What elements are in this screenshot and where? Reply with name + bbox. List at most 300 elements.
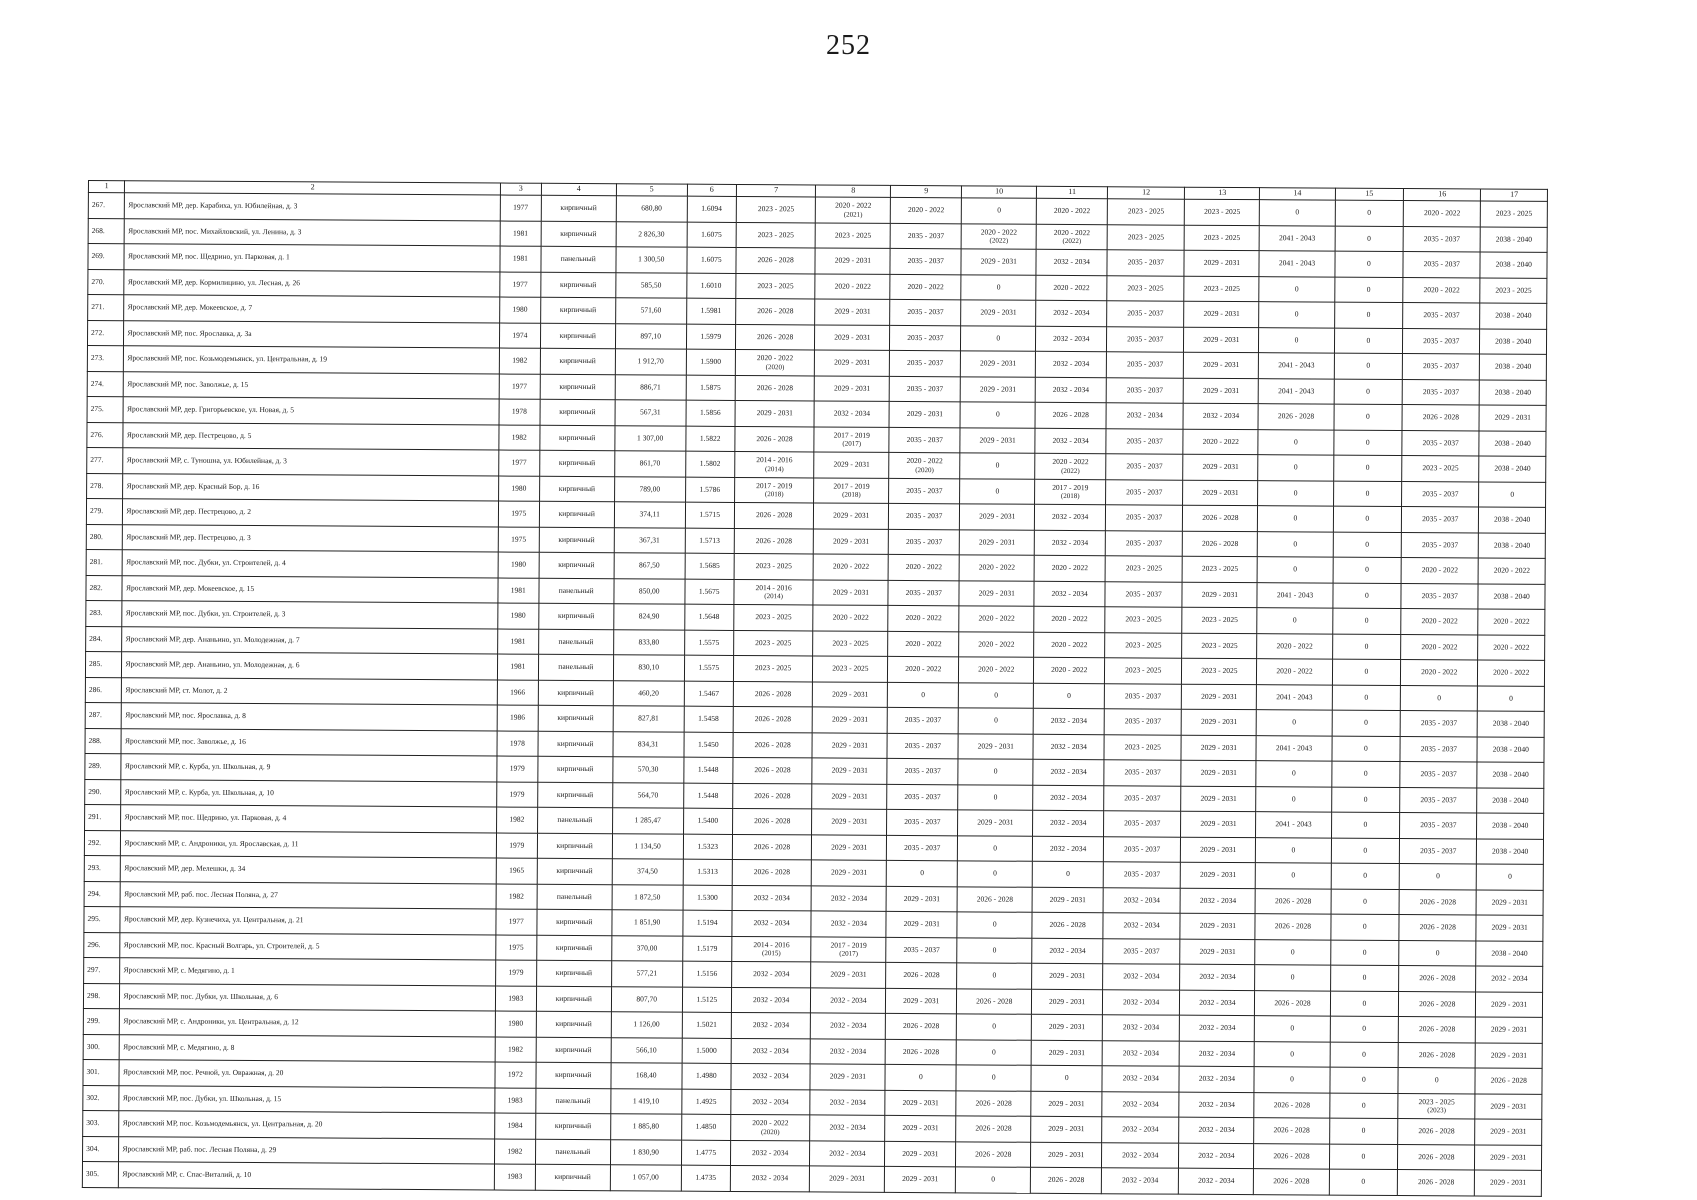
table-cell: 2035 - 2037 xyxy=(888,707,959,733)
table-cell: 1979 xyxy=(497,782,538,808)
table-cell: 2026 - 2028 xyxy=(1032,912,1103,938)
table-cell: 2023 - 2025 xyxy=(733,655,813,681)
table-cell: 0 xyxy=(1332,634,1401,660)
address-cell: Ярославский МР, дер. Ананьино, ул. Молодежная, д. 6 xyxy=(122,652,498,680)
table-cell: 1.5575 xyxy=(684,630,733,656)
address-cell: Ярославский МР, с. Андроники, ул. Ярославская, д. 11 xyxy=(121,830,497,858)
table-cell: 2035 - 2037 xyxy=(1400,838,1477,864)
table-cell: 2035 - 2037 xyxy=(1103,862,1180,888)
table-cell: 2029 - 2031 xyxy=(885,1166,956,1192)
table-cell: 2029 - 2031 xyxy=(812,758,887,784)
table-cell: кирпичный xyxy=(535,1164,610,1190)
table-cell: 2014 - 2016 (2015) xyxy=(732,936,812,962)
table-cell: 0 xyxy=(1259,327,1334,353)
table-cell: 2032 - 2034 xyxy=(1179,1092,1254,1118)
table-cell: 0 xyxy=(1257,557,1332,583)
table-cell: 2032 - 2034 xyxy=(1102,1015,1179,1041)
address-cell: Ярославский МР, с. Туношна, ул. Юбилейная, д. 3 xyxy=(123,448,499,476)
table-cell: 370,00 xyxy=(612,935,683,961)
table-cell: 2032 - 2034 xyxy=(1033,734,1104,760)
table-cell: 1 885,80 xyxy=(610,1114,681,1140)
table-cell: панельный xyxy=(537,884,612,910)
table-cell: 2026 - 2028 xyxy=(1183,531,1258,557)
table-cell: 2029 - 2031 xyxy=(813,579,888,605)
table-cell: 2032 - 2034 xyxy=(810,1115,885,1141)
table-cell: 2035 - 2037 xyxy=(1103,836,1180,862)
row-number-cell: 288. xyxy=(85,728,122,754)
table-cell: 2020 - 2022 xyxy=(1257,659,1332,685)
table-cell: 2026 - 2028 xyxy=(1254,1118,1329,1144)
table-cell: 2026 - 2028 xyxy=(733,757,813,783)
table-cell: 2035 - 2037 xyxy=(1403,226,1480,252)
table-cell: 1966 xyxy=(497,680,538,706)
table-cell: 2020 - 2022 xyxy=(1401,609,1478,635)
table-cell: 1 134,50 xyxy=(612,833,683,859)
table-cell: 1.5713 xyxy=(685,528,734,554)
row-number-cell: 302. xyxy=(83,1085,120,1111)
table-cell: 0 xyxy=(1334,328,1403,354)
table-cell: 2029 - 2031 xyxy=(1475,1144,1542,1170)
table-cell: 1981 xyxy=(500,246,541,272)
table-cell: 2038 - 2040 xyxy=(1477,787,1544,813)
table-cell: 2041 - 2043 xyxy=(1259,378,1334,404)
table-cell: 2032 - 2034 xyxy=(1035,428,1106,454)
table-cell: 2035 - 2037 xyxy=(891,223,962,249)
table-cell: 2026 - 2028 xyxy=(733,681,813,707)
table-cell: 2032 - 2034 xyxy=(1103,913,1180,939)
table-cell: 2029 - 2031 xyxy=(814,452,889,478)
table-cell: 0 xyxy=(887,860,958,886)
table-cell: 0 xyxy=(1398,1068,1475,1094)
table-cell: 2020 - 2022 xyxy=(1401,558,1478,584)
table-cell: 861,70 xyxy=(614,451,685,477)
table-cell: 1.5822 xyxy=(685,426,734,452)
table-cell: 2035 - 2037 xyxy=(889,478,960,504)
table-cell: 2 826,30 xyxy=(616,221,687,247)
table-cell: 2029 - 2031 xyxy=(960,427,1035,453)
table-cell: 2035 - 2037 xyxy=(890,325,961,351)
table-cell: 0 xyxy=(1258,531,1333,557)
table-cell: 1.5900 xyxy=(686,349,735,375)
table-cell: 1980 xyxy=(498,476,539,502)
table-cell: 1983 xyxy=(494,1164,535,1190)
table-cell: 1 419,10 xyxy=(611,1088,682,1114)
table-cell: 0 xyxy=(958,708,1033,734)
table-cell: 2035 - 2037 xyxy=(887,733,958,759)
table-cell: кирпичный xyxy=(540,425,615,451)
table-cell: 1977 xyxy=(499,374,540,400)
table-cell: 2032 - 2034 xyxy=(730,1140,810,1166)
table-cell: 2032 - 2034 xyxy=(1033,836,1104,862)
table-cell: 2035 - 2037 xyxy=(1402,379,1479,405)
row-number-cell: 304. xyxy=(83,1136,120,1162)
table-cell: 2035 - 2037 xyxy=(1105,505,1182,531)
table-cell: 2035 - 2037 xyxy=(1106,352,1183,378)
table-cell: 2029 - 2031 xyxy=(1181,837,1256,863)
address-cell: Ярославский МР, пос. Ярославка, д. 8 xyxy=(122,703,498,731)
table-cell: 0 xyxy=(1332,710,1401,736)
table-cell: 2020 - 2022 xyxy=(1257,633,1332,659)
table-cell: 1980 xyxy=(500,297,541,323)
table-cell: 824,90 xyxy=(614,604,685,630)
table-cell: 2023 - 2025 xyxy=(734,553,814,579)
table-cell: 2029 - 2031 xyxy=(1181,811,1256,837)
table-cell: 0 xyxy=(1477,864,1544,890)
table-cell: 2035 - 2037 xyxy=(890,376,961,402)
table-cell: 2020 - 2022 xyxy=(888,554,959,580)
table-cell: 1981 xyxy=(498,578,539,604)
table-cell: 367,31 xyxy=(614,527,685,553)
table-cell: 1983 xyxy=(495,1088,536,1114)
table-cell: 2014 - 2016 (2014) xyxy=(734,579,814,605)
table-cell: 2029 - 2031 xyxy=(815,350,890,376)
table-cell: 2041 - 2043 xyxy=(1257,684,1332,710)
table-cell: 1.5981 xyxy=(686,298,735,324)
table-cell: 2029 - 2031 xyxy=(814,375,889,401)
table-cell: 0 xyxy=(1331,787,1400,813)
table-cell: 0 xyxy=(885,1064,956,1090)
table-cell: 2020 - 2022 (2021) xyxy=(816,197,891,223)
table-cell: 1975 xyxy=(496,935,537,961)
address-cell: Ярославский МР, пос. Дубки, ул. Строителей, д. 3 xyxy=(122,601,498,629)
table-cell: 2020 - 2022 xyxy=(1403,201,1480,227)
table-cell: 0 xyxy=(1334,277,1403,303)
table-cell: 168,40 xyxy=(611,1063,682,1089)
table-cell: 0 xyxy=(1478,685,1545,711)
address-cell: Ярославский МР, с. Медягино, д. 1 xyxy=(120,958,496,986)
row-number-cell: 268. xyxy=(88,218,125,244)
table-cell: 2026 - 2028 xyxy=(1398,1144,1475,1170)
table-cell: 1.5715 xyxy=(685,502,734,528)
table-cell: 2029 - 2031 xyxy=(810,1166,885,1192)
table-cell: 0 xyxy=(1031,1065,1102,1091)
table-cell: 2020 - 2022 xyxy=(1401,634,1478,660)
table-cell: панельный xyxy=(541,246,616,272)
table-cell: 2035 - 2037 xyxy=(887,784,958,810)
table-cell: 2038 - 2040 xyxy=(1480,303,1547,329)
table-cell: 2026 - 2028 xyxy=(1398,1119,1475,1145)
table-cell: 2035 - 2037 xyxy=(887,835,958,861)
table-cell: 2029 - 2031 xyxy=(1180,913,1255,939)
table-cell: 2020 - 2022 (2022) xyxy=(1035,453,1106,479)
table-cell: кирпичный xyxy=(538,680,613,706)
row-number-cell: 298. xyxy=(83,983,120,1009)
column-header: 5 xyxy=(616,184,687,196)
table-cell: 2023 - 2025 xyxy=(734,630,814,656)
table-cell: 577,21 xyxy=(611,961,682,987)
table-cell: кирпичный xyxy=(539,501,614,527)
table-cell: 0 xyxy=(1399,864,1476,890)
column-header: 12 xyxy=(1107,187,1184,199)
table-cell: 0 xyxy=(1330,991,1399,1017)
table-cell: 2026 - 2028 xyxy=(1402,405,1479,431)
column-header: 10 xyxy=(962,186,1037,198)
table-cell: 2026 - 2028 xyxy=(1254,1169,1329,1195)
table-cell: 2023 - 2025 xyxy=(813,630,888,656)
table-cell: 2032 - 2034 xyxy=(1101,1168,1178,1194)
table-cell: 2017 - 2019 (2018) xyxy=(814,477,889,503)
table-cell: 2026 - 2028 xyxy=(733,783,813,809)
table-cell: 585,50 xyxy=(616,272,687,298)
table-cell: 2032 - 2034 xyxy=(810,1140,885,1166)
table-cell: 2035 - 2037 xyxy=(1106,428,1183,454)
table-cell: 2032 - 2034 xyxy=(732,961,812,987)
table-cell: 1980 xyxy=(495,1011,536,1037)
table-cell: 2032 - 2034 xyxy=(1033,708,1104,734)
table-cell: 0 xyxy=(1334,353,1403,379)
table-cell: 2020 - 2022 xyxy=(1036,275,1107,301)
address-cell: Ярославский МР, с. Курба, ул. Школьная, д. 9 xyxy=(121,754,497,782)
table-cell: 2023 - 2025 xyxy=(815,222,890,248)
table-cell: 2032 - 2034 xyxy=(814,401,889,427)
table-cell: кирпичный xyxy=(539,476,614,502)
table-cell: 0 xyxy=(957,937,1032,963)
table-cell: 0 xyxy=(1330,914,1399,940)
table-cell: 1982 xyxy=(496,807,537,833)
table-cell: 1.5179 xyxy=(682,936,731,962)
column-header: 4 xyxy=(541,183,616,195)
table-cell: 2026 - 2028 xyxy=(1254,1143,1329,1169)
table-cell: 2035 - 2037 xyxy=(890,248,961,274)
table-cell: 0 xyxy=(961,198,1036,224)
table-cell: 2023 - 2025 xyxy=(813,656,888,682)
table-cell: 0 xyxy=(1331,889,1400,915)
table-cell: 2029 - 2031 xyxy=(1184,327,1259,353)
table-cell: 2029 - 2031 xyxy=(1476,1017,1543,1043)
table-cell: 0 xyxy=(1332,608,1401,634)
column-header: 15 xyxy=(1335,188,1404,200)
table-cell: 1.5448 xyxy=(683,783,732,809)
table-cell: 2023 - 2025 xyxy=(1185,199,1260,225)
column-header: 8 xyxy=(816,185,891,197)
table-cell: 2023 - 2025 xyxy=(736,222,816,248)
table-cell: 2032 - 2034 xyxy=(811,987,886,1013)
table-cell: 2026 - 2028 xyxy=(732,834,812,860)
table-cell: 2032 - 2034 xyxy=(1476,966,1543,992)
housing-table xyxy=(82,180,1548,1196)
table-cell: 1 307,00 xyxy=(615,425,686,451)
table-cell: 2026 - 2028 xyxy=(1398,1017,1475,1043)
table-cell: 2035 - 2037 xyxy=(1402,430,1479,456)
table-cell: 2023 - 2025 xyxy=(1184,276,1259,302)
table-cell: 2023 - 2025 (2023) xyxy=(1398,1093,1475,1119)
address-cell: Ярославский МР, пос. Ярославка, д. 3а xyxy=(124,320,500,348)
table-cell: кирпичный xyxy=(541,221,616,247)
table-cell: 2020 - 2022 xyxy=(959,657,1034,683)
table-cell: 1.4850 xyxy=(681,1114,730,1140)
table-cell: 1.5458 xyxy=(684,706,733,732)
table-cell: кирпичный xyxy=(537,858,612,884)
row-number-cell: 270. xyxy=(88,269,125,295)
row-number-cell: 290. xyxy=(85,779,122,805)
table-cell: 2020 - 2022 xyxy=(1034,606,1105,632)
table-cell: 1980 xyxy=(498,552,539,578)
table-cell: 2035 - 2037 xyxy=(1402,354,1479,380)
table-cell: 0 xyxy=(1332,659,1401,685)
row-number-cell: 293. xyxy=(84,855,121,881)
table-cell: 2035 - 2037 xyxy=(1104,811,1181,837)
table-cell: 2023 - 2025 xyxy=(1105,607,1182,633)
table-cell: 1972 xyxy=(495,1062,536,1088)
table-cell: 1983 xyxy=(495,986,536,1012)
table-cell: 0 xyxy=(956,1039,1031,1065)
table-cell: 2020 - 2022 xyxy=(1034,657,1105,683)
table-cell: 0 xyxy=(1333,557,1402,583)
table-cell: 2035 - 2037 xyxy=(888,580,959,606)
table-cell: 2032 - 2034 xyxy=(1036,351,1107,377)
table-cell: 2032 - 2034 xyxy=(1036,300,1107,326)
column-header: 7 xyxy=(736,184,815,196)
table-cell: 2035 - 2037 xyxy=(1400,736,1477,762)
table-cell: 2029 - 2031 xyxy=(886,911,957,937)
table-cell: 0 xyxy=(1260,200,1335,226)
table-cell: 1.4925 xyxy=(681,1089,730,1115)
table-cell: 0 xyxy=(1256,761,1331,787)
address-cell: Ярославский МР, ст. Молот, д. 2 xyxy=(122,677,498,705)
table-cell: 1.5875 xyxy=(686,375,735,401)
table-cell: 2029 - 2031 xyxy=(959,580,1034,606)
table-cell: 886,71 xyxy=(615,374,686,400)
table-cell: кирпичный xyxy=(536,1062,611,1088)
table-cell: 2020 - 2022 (2020) xyxy=(735,349,815,375)
table-cell: 2035 - 2037 xyxy=(889,529,960,555)
table-cell: 2032 - 2034 xyxy=(1036,249,1107,275)
table-cell: 1.5575 xyxy=(684,655,733,681)
table-cell: 1977 xyxy=(500,272,541,298)
address-cell: Ярославский МР, раб. пос. Лесная Поляна, д. 27 xyxy=(121,881,497,909)
table-cell: 850,00 xyxy=(614,578,685,604)
table-cell: 2029 - 2031 xyxy=(812,834,887,860)
table-cell: 2023 - 2025 xyxy=(1182,658,1257,684)
table-cell: 1.6075 xyxy=(687,222,736,248)
table-cell: 1965 xyxy=(496,858,537,884)
table-cell: 0 xyxy=(888,682,959,708)
table-cell: 2029 - 2031 xyxy=(811,962,886,988)
table-cell: 2029 - 2031 xyxy=(814,503,889,529)
table-cell: 2035 - 2037 xyxy=(1402,481,1479,507)
table-cell: 0 xyxy=(1333,481,1402,507)
table-cell: 2032 - 2034 xyxy=(1102,1040,1179,1066)
table-cell: 2035 - 2037 xyxy=(1403,252,1480,278)
row-number-cell: 301. xyxy=(83,1059,120,1085)
table-cell: 2035 - 2037 xyxy=(1400,787,1477,813)
row-number-cell: 287. xyxy=(85,702,122,728)
table-cell: 2038 - 2040 xyxy=(1480,252,1547,278)
table-cell: 2020 - 2022 xyxy=(1034,555,1105,581)
table-cell: кирпичный xyxy=(537,833,612,859)
table-cell: 1.5000 xyxy=(682,1038,731,1064)
table-cell: 2035 - 2037 xyxy=(1400,711,1477,737)
table-cell: кирпичный xyxy=(536,986,611,1012)
table-cell: 2026 - 2028 xyxy=(1035,402,1106,428)
table-cell: 2023 - 2025 xyxy=(1182,556,1257,582)
table-cell: 2020 - 2022 xyxy=(1034,632,1105,658)
table-cell: 2032 - 2034 xyxy=(731,1038,811,1064)
table-cell: 2029 - 2031 xyxy=(812,783,887,809)
table-cell: кирпичный xyxy=(536,1011,611,1037)
table-cell: панельный xyxy=(535,1139,610,1165)
table-cell: 1 851,90 xyxy=(612,910,683,936)
table-cell: 2017 - 2019 (2017) xyxy=(811,936,886,962)
table-cell: 2035 - 2037 xyxy=(1103,938,1180,964)
table-cell: 2035 - 2037 xyxy=(1104,760,1181,786)
table-cell: 2041 - 2043 xyxy=(1257,582,1332,608)
table-cell: 0 xyxy=(960,478,1035,504)
address-cell: Ярославский МР, дер. Мокеевское, д. 15 xyxy=(122,575,498,603)
table-cell: 2026 - 2028 xyxy=(1397,1170,1474,1196)
table-cell: 2032 - 2034 xyxy=(1180,888,1255,914)
table-cell: 2035 - 2037 xyxy=(1104,709,1181,735)
table-cell: кирпичный xyxy=(540,272,615,298)
table-cell: 2029 - 2031 xyxy=(1184,352,1259,378)
table-cell: 2017 - 2019 (2018) xyxy=(734,477,814,503)
address-cell: Ярославский МР, пос. Заволжье, д. 16 xyxy=(121,728,497,756)
table-cell: 834,31 xyxy=(613,731,684,757)
table-cell: 1.5125 xyxy=(682,987,731,1013)
table-cell: 2026 - 2028 xyxy=(735,426,815,452)
table-cell: 2026 - 2028 xyxy=(957,886,1032,912)
address-cell: Ярославский МР, с. Курба, ул. Школьная, д. 10 xyxy=(121,779,497,807)
table-cell: 2038 - 2040 xyxy=(1477,736,1544,762)
table-cell: 2029 - 2031 xyxy=(961,351,1036,377)
table-cell: 1982 xyxy=(494,1139,535,1165)
table-cell: 2032 - 2034 xyxy=(1032,938,1103,964)
table-cell: 2029 - 2031 xyxy=(1181,760,1256,786)
table-cell: 1 300,50 xyxy=(616,247,687,273)
table-cell: 2020 - 2022 xyxy=(1037,198,1108,224)
table-cell: 2032 - 2034 xyxy=(1179,1117,1254,1143)
table-cell: 2032 - 2034 xyxy=(1033,785,1104,811)
table-cell: 0 xyxy=(1256,837,1331,863)
table-cell: 2029 - 2031 xyxy=(1476,889,1543,915)
address-cell: Ярославский МР, дер. Пестрецово, д. 2 xyxy=(123,499,499,527)
table-cell: 1975 xyxy=(498,501,539,527)
table-cell: 2029 - 2031 xyxy=(815,299,890,325)
table-cell: 2029 - 2031 xyxy=(1184,250,1259,276)
table-cell: 0 xyxy=(1333,532,1402,558)
table-cell: 2029 - 2031 xyxy=(1183,454,1258,480)
table-cell: 2035 - 2037 xyxy=(1107,250,1184,276)
table-cell: 1.5194 xyxy=(682,910,731,936)
table-cell: 2029 - 2031 xyxy=(958,810,1033,836)
row-number-cell: 303. xyxy=(83,1110,120,1136)
table-cell: 2038 - 2040 xyxy=(1480,329,1547,355)
table-cell: 1 285,47 xyxy=(612,808,683,834)
table-cell: панельный xyxy=(537,807,612,833)
row-number-cell: 269. xyxy=(88,244,125,270)
table-cell: 2038 - 2040 xyxy=(1480,380,1547,406)
table-cell: 374,50 xyxy=(612,859,683,885)
address-cell: Ярославский МР, дер. Красный Бор, д. 16 xyxy=(123,473,499,501)
table-cell: кирпичный xyxy=(540,348,615,374)
table-cell: 2020 - 2022 xyxy=(888,605,959,631)
table-cell: 2041 - 2043 xyxy=(1259,251,1334,277)
table-cell: 0 xyxy=(1255,1041,1330,1067)
table-cell: 2020 - 2022 xyxy=(813,605,888,631)
table-cell: 2032 - 2034 xyxy=(1179,1143,1254,1169)
row-number-cell: 284. xyxy=(86,626,123,652)
row-number-cell: 283. xyxy=(86,600,123,626)
table-cell: панельный xyxy=(539,578,614,604)
table-cell: 0 xyxy=(958,682,1033,708)
table-cell: 0 xyxy=(1034,683,1105,709)
table-cell: 2020 - 2022 xyxy=(815,273,890,299)
table-cell: 827,81 xyxy=(613,706,684,732)
table-cell: 2023 - 2025 xyxy=(736,273,816,299)
table-cell: 0 xyxy=(957,912,1032,938)
table-cell: 2023 - 2025 xyxy=(1402,456,1479,482)
table-cell: 2041 - 2043 xyxy=(1256,735,1331,761)
